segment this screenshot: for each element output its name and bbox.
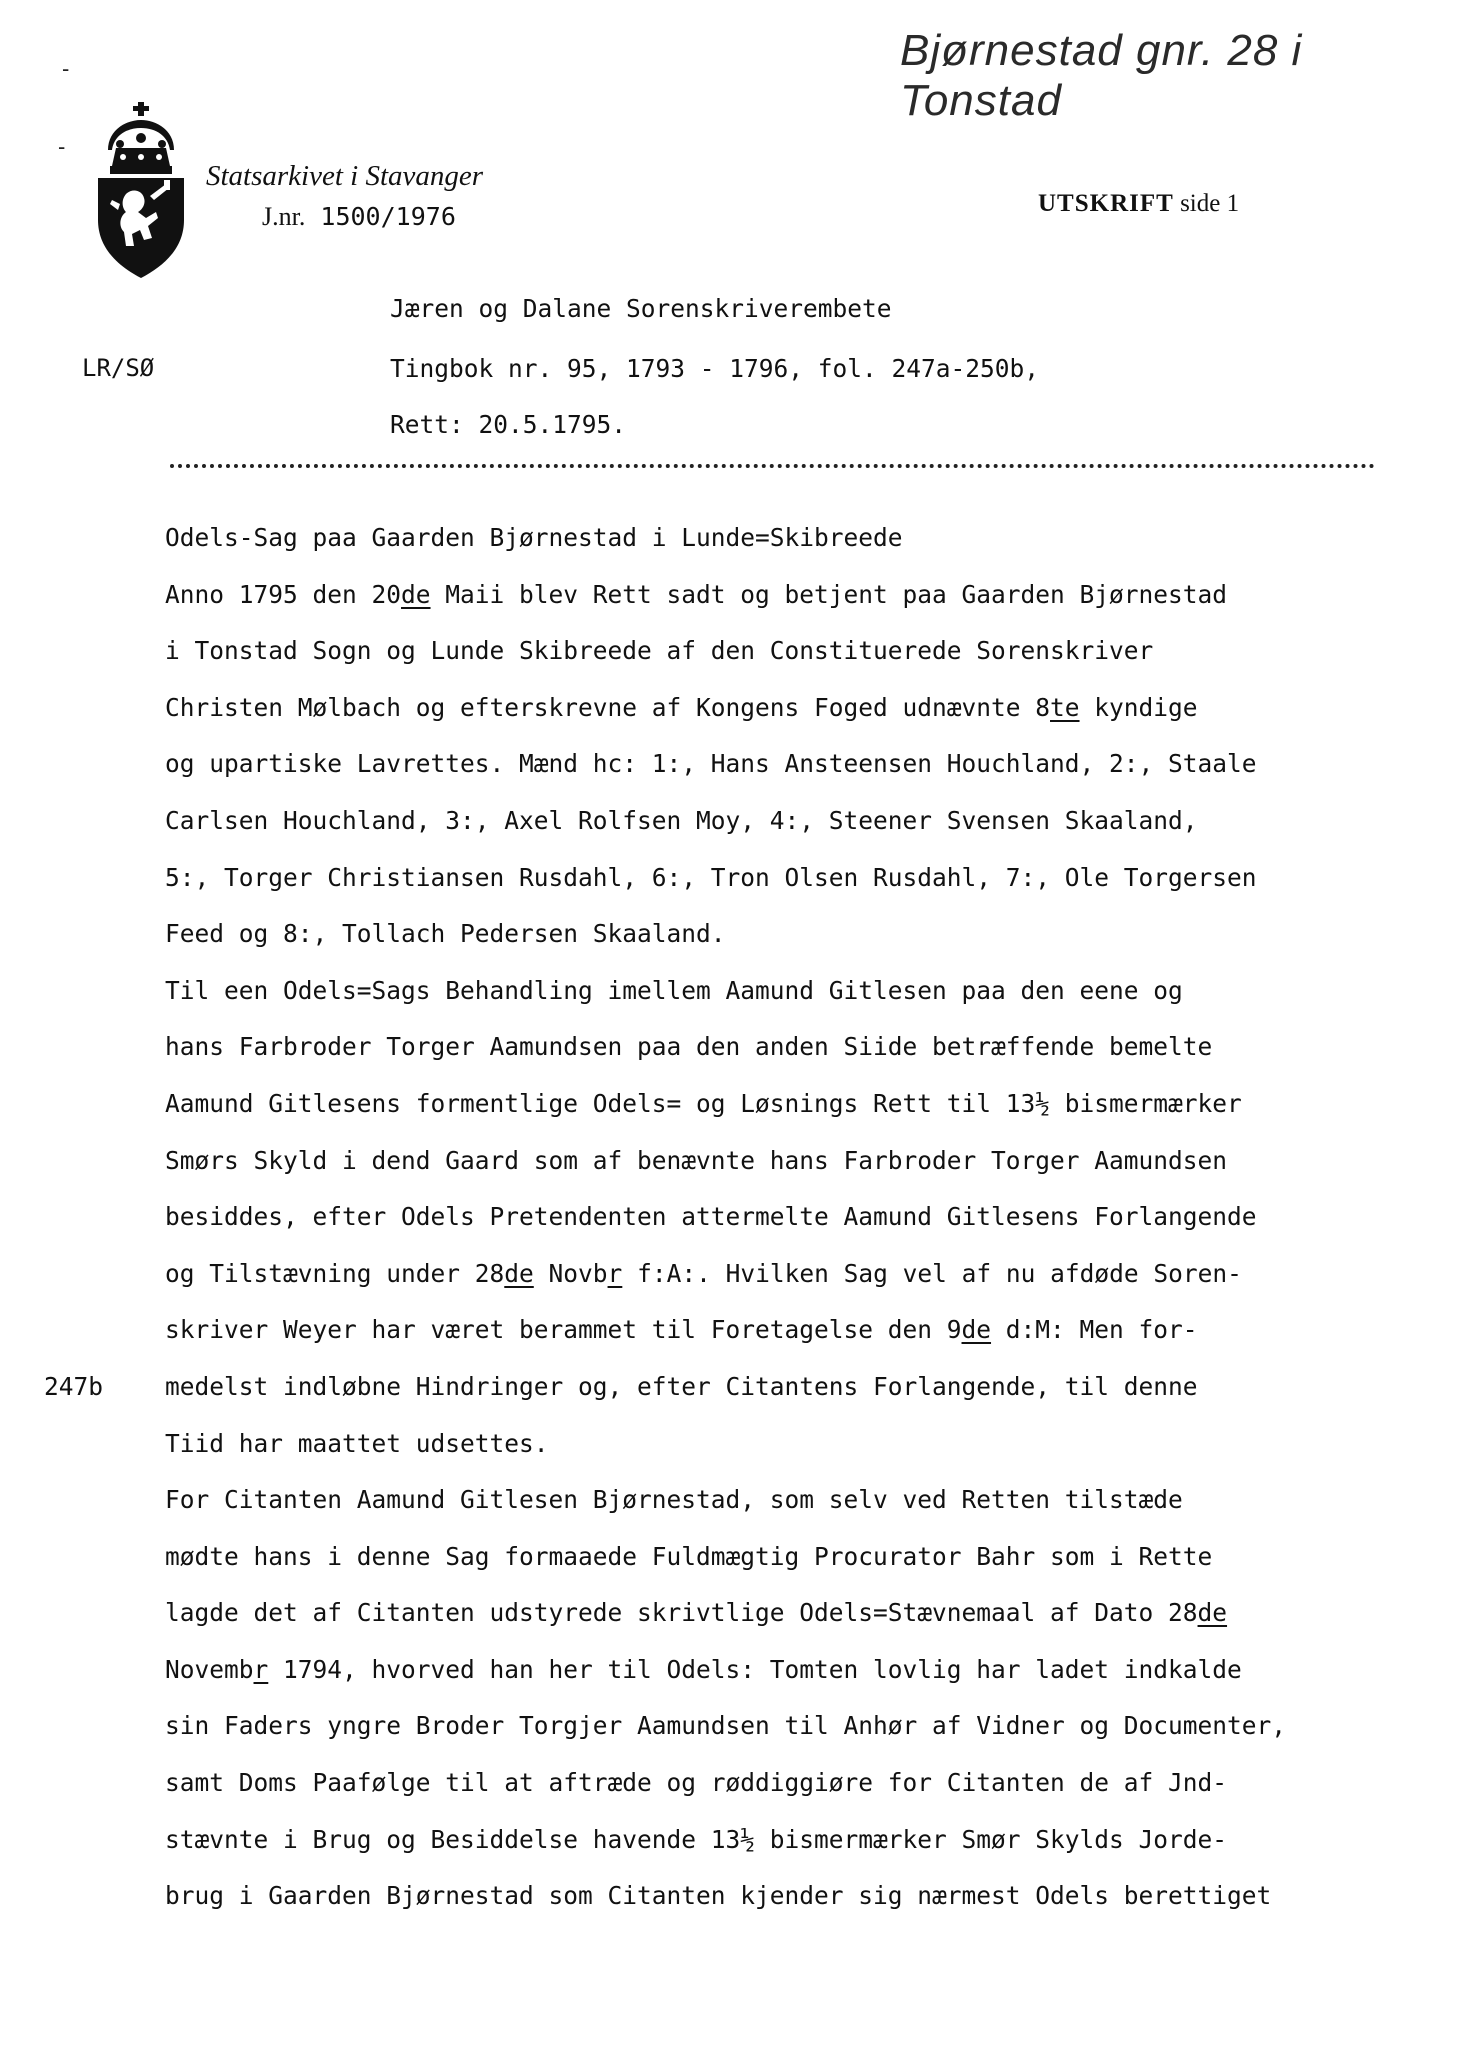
body-text-segment: Anno 1795 den 20	[165, 579, 402, 609]
transcript-label: UTSKRIFT	[1038, 190, 1174, 217]
underlined-abbreviation: de	[961, 1315, 992, 1345]
body-line	[165, 1302, 1430, 1359]
body-line	[165, 1416, 1430, 1473]
underlined-abbreviation: r	[253, 1654, 269, 1684]
body-text-segment: Tiid har maattet udsettes.	[165, 1428, 549, 1458]
source-court-date: Rett: 20.5.1795.	[390, 410, 627, 439]
body-line	[165, 1529, 1430, 1586]
body-text-segment: Novemb	[165, 1654, 254, 1684]
body-text-segment: 1794, hvorved han her til Odels: Tomten lovlig har ladet indkalde	[268, 1654, 1242, 1684]
transcript-body	[165, 510, 1430, 1925]
body-text-segment: brug i Gaarden Bjørnestad som Citanten kjender sig nærmest Odels berettiget	[165, 1881, 1272, 1911]
body-text-segment: sin Faders yngre Broder Torgjer Aamundsen til Anhør af Vidner og Documenter,	[165, 1711, 1287, 1741]
body-text-segment: mødte hans i denne Sag formaaede Fuldmægtig Procurator Bahr som i Rette	[165, 1541, 1213, 1571]
body-line	[165, 1698, 1430, 1755]
body-text-segment: Til een Odels=Sags Behandling imellem Aamund Gitlesen paa den eene og	[165, 975, 1183, 1005]
body-text-segment: d:M: Men for-	[991, 1315, 1198, 1345]
body-line	[165, 1642, 1430, 1699]
body-text-segment: skriver Weyer har været berammet til Foretagelse den 9	[165, 1315, 962, 1345]
body-text-segment: For Citanten Aamund Gitlesen Bjørnestad, som selv ved Retten tilstæde	[165, 1485, 1183, 1515]
initials: LR/SØ	[82, 354, 155, 382]
body-line	[165, 1246, 1430, 1303]
body-text-segment: samt Doms Paafølge til at aftræde og røddiggiøre for Citanten de af Jnd-	[165, 1768, 1228, 1798]
body-line	[165, 1133, 1430, 1190]
body-text-segment: hans Farbroder Torger Aamundsen paa den anden Siide betræffende bemelte	[165, 1032, 1213, 1062]
source-court-office: Jæren og Dalane Sorenskriverembete	[390, 294, 892, 323]
body-text-segment: Feed og 8:, Tollach Pedersen Skaaland.	[165, 919, 726, 949]
body-text-segment: f:A:. Hvilken Sag vel af nu afdøde Soren-	[622, 1258, 1242, 1288]
body-line	[165, 1019, 1430, 1076]
body-text-segment: kyndige	[1079, 692, 1198, 722]
body-text-segment: 5:, Torger Christiansen Rusdahl, 6:, Tron Olsen Rusdahl, 7:, Ole Torgersen	[165, 862, 1257, 892]
body-text-segment: Carlsen Houchland, 3:, Axel Rolfsen Moy, 4:, Steener Svensen Skaaland,	[165, 805, 1198, 835]
journal-number-label: J.nr.	[262, 202, 306, 231]
body-line	[165, 680, 1430, 737]
body-text-segment: Novb	[533, 1258, 608, 1288]
body-text-segment: Maii blev Rett sadt og betjent paa Gaarden Bjørnestad	[430, 579, 1228, 609]
body-line	[165, 1472, 1430, 1529]
body-text-segment: besiddes, efter Odels Pretendenten attermelte Aamund Gitlesens Forlangende	[165, 1202, 1257, 1232]
margin-folio-number: 247b	[44, 1372, 104, 1401]
body-line	[165, 736, 1430, 793]
body-line	[165, 1755, 1430, 1812]
journal-number	[262, 202, 456, 232]
body-line	[165, 1189, 1430, 1246]
body-line	[165, 1868, 1430, 1925]
underlined-abbreviation: r	[607, 1258, 623, 1288]
body-text-segment: i Tonstad Sogn og Lunde Skibreede af den Constituerede Sorenskriver	[165, 636, 1154, 666]
margin-tick-left: -	[58, 134, 66, 159]
norwegian-coat-of-arms-icon	[86, 100, 196, 282]
body-line	[165, 793, 1430, 850]
body-text-segment: og upartiske Lavrettes. Mænd hc: 1:, Hans Ansteensen Houchland, 2:, Staale	[165, 749, 1257, 779]
transcript-page-number: side 1	[1180, 190, 1240, 217]
body-line	[165, 623, 1430, 680]
transcript-page-label	[1038, 190, 1239, 218]
body-text-segment: Christen Mølbach og efterskrevne af Kongens Foged udnævnte 8	[165, 692, 1051, 722]
body-text-segment: stævnte i Brug og Besiddelse havende 13½ bismermærker Smør Skylds Jorde-	[165, 1824, 1228, 1854]
margin-tick-top: -	[62, 56, 70, 81]
body-line	[165, 1359, 1430, 1416]
underlined-abbreviation: de	[504, 1258, 534, 1288]
body-line	[165, 850, 1430, 907]
archive-name: Statsarkivet i Stavanger	[206, 160, 484, 192]
body-text-segment: medelst indløbne Hindringer og, efter Citantens Forlangende, til denne	[165, 1371, 1198, 1401]
body-text-segment: Smørs Skyld i dend Gaard som af benævnte hans Farbroder Torger Aamundsen	[165, 1145, 1228, 1175]
body-text-segment: og Tilstævning under 28	[165, 1258, 505, 1288]
body-line	[165, 1585, 1430, 1642]
body-text-segment: Aamund Gitlesens formentlige Odels= og Løsnings Rett til 13½ bismermærker	[165, 1088, 1242, 1118]
body-line	[165, 963, 1430, 1020]
handwritten-note: Bjørnestad gnr. 28 i Tonstad	[900, 26, 1303, 125]
body-text-segment: lagde det af Citanten udstyrede skrivtlige Odels=Stævnemaal af Dato 28	[165, 1598, 1198, 1628]
body-line	[165, 510, 1430, 567]
underlined-abbreviation: de	[1197, 1598, 1228, 1628]
body-line	[165, 1076, 1430, 1133]
journal-number-value: 1500/1976	[320, 202, 456, 231]
body-line	[165, 1812, 1430, 1869]
underlined-abbreviation: de	[401, 579, 431, 609]
body-line	[165, 567, 1430, 624]
body-text-segment: Odels-Sag paa Gaarden Bjørnestad i Lunde=Skibreede	[165, 523, 903, 552]
source-record-book: Tingbok nr. 95, 1793 - 1796, fol. 247a-250b,	[390, 354, 1040, 383]
body-line	[165, 906, 1430, 963]
underlined-abbreviation: te	[1050, 692, 1080, 722]
dotted-separator	[170, 464, 1375, 468]
